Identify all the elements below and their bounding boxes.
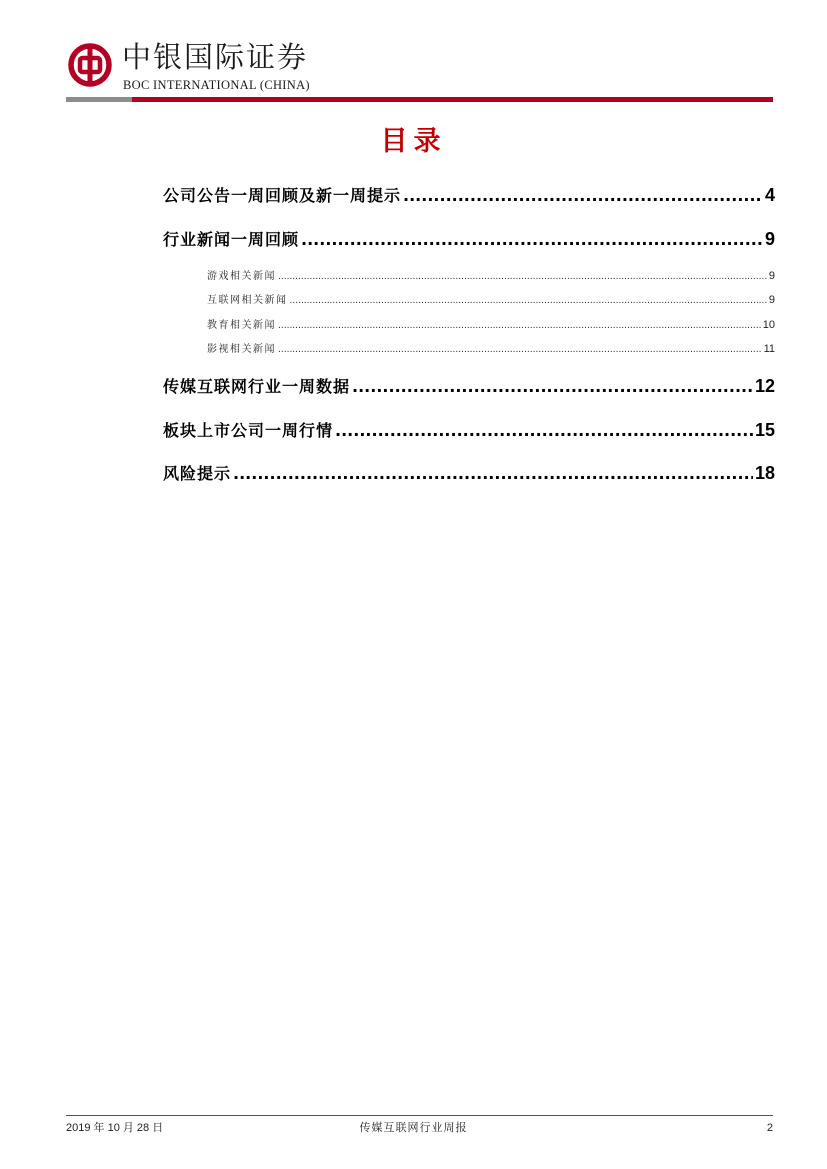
toc-leader xyxy=(278,272,767,282)
toc-entry[interactable] xyxy=(163,418,775,441)
footer-date: 2019 年 10 月 28 日 xyxy=(66,1122,164,1134)
brand-name-chinese: 中银国际证券 xyxy=(122,40,309,74)
toc-leader xyxy=(278,321,761,331)
toc-entry[interactable] xyxy=(163,461,775,484)
toc-subentry[interactable] xyxy=(207,267,775,282)
toc-entry[interactable] xyxy=(163,374,775,397)
toc-leader xyxy=(301,230,763,249)
toc-leader xyxy=(290,296,767,306)
footer-page-number: 2 xyxy=(766,1122,773,1134)
toc-subentry-page: 10 xyxy=(762,319,775,331)
toc-entry-page: 18 xyxy=(754,463,775,483)
toc-entry-label: 行业新闻一周回顾 xyxy=(163,230,300,249)
toc-leader xyxy=(278,345,762,355)
toc-leader xyxy=(233,464,753,483)
toc-subentry[interactable] xyxy=(207,340,775,355)
toc-entry-label: 风险提示 xyxy=(163,464,232,483)
header-rule-grey xyxy=(66,97,132,102)
footer-report-title: 传媒互联网行业周报 xyxy=(359,1121,468,1134)
toc-entry[interactable] xyxy=(163,183,775,206)
toc-subentry-label: 游戏相关新闻 xyxy=(207,271,276,282)
toc-subentry-label: 互联网相关新闻 xyxy=(207,295,288,306)
toc-entry[interactable] xyxy=(163,227,775,250)
toc-entry-label: 板块上市公司一周行情 xyxy=(163,421,334,440)
toc-subentry[interactable] xyxy=(207,291,775,306)
boc-logo-icon xyxy=(68,43,112,87)
toc-subentry-label: 影视相关新闻 xyxy=(207,344,276,355)
toc-entry-page: 12 xyxy=(754,376,775,396)
toc-subentry[interactable] xyxy=(207,316,775,331)
toc-subentry-page: 9 xyxy=(768,294,775,306)
toc-title: 目录 xyxy=(380,126,447,157)
toc-leader xyxy=(403,186,763,205)
header-rule-red xyxy=(132,97,773,102)
toc-subentry-label: 教育相关新闻 xyxy=(207,320,276,331)
toc-entry-label: 公司公告一周回顾及新一周提示 xyxy=(163,186,402,205)
toc-entry-label: 传媒互联网行业一周数据 xyxy=(163,377,351,396)
toc-leader xyxy=(352,377,753,396)
footer-rule xyxy=(66,1115,773,1116)
toc-entry-page: 9 xyxy=(764,229,775,249)
toc-leader xyxy=(335,421,753,440)
toc-entry-page: 4 xyxy=(764,185,775,205)
toc-subentry-page: 9 xyxy=(768,270,775,282)
toc-entry-page: 15 xyxy=(754,420,775,440)
brand-name-english: BOC INTERNATIONAL (CHINA) xyxy=(123,78,310,92)
toc-subentry-page: 11 xyxy=(763,343,775,355)
